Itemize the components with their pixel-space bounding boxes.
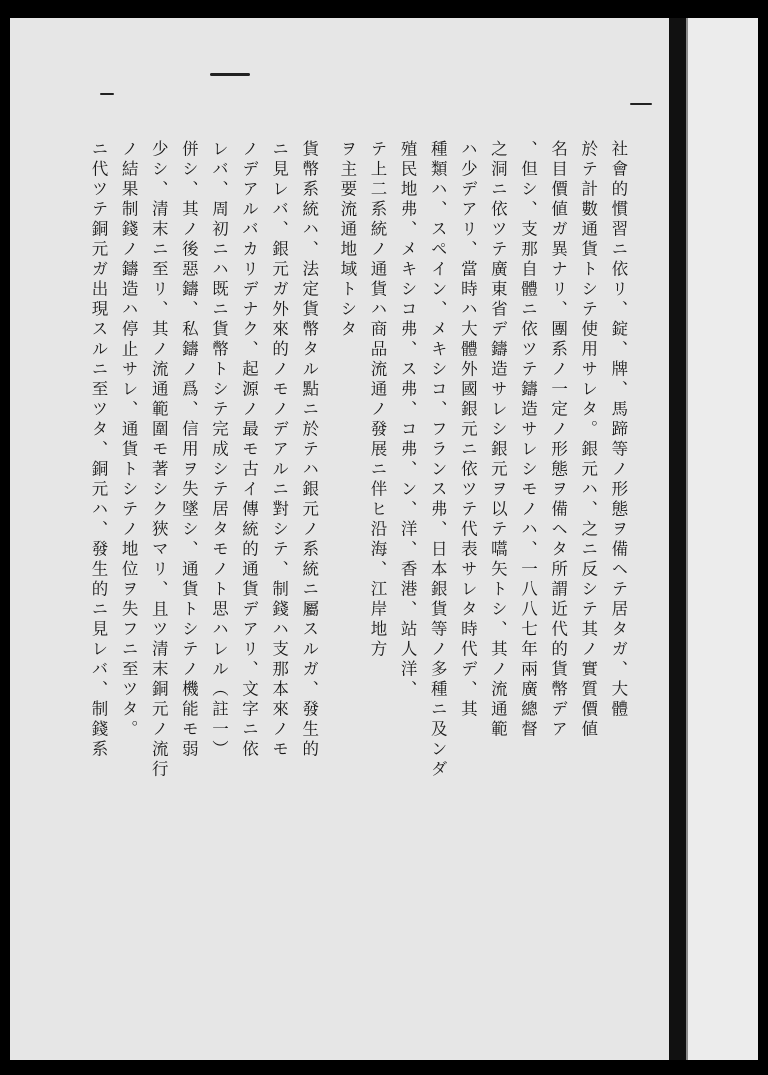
text-column-10: ヲ主要流通地域トシタ <box>337 140 357 340</box>
text-column-12: ニ見レバ、銀元ガ外來的ノモノデアルニ對シテ、制錢ハ支那本來ノモ <box>269 140 289 760</box>
text-column-18: ニ代ツテ銅元ガ出現スルニ至ツタ、銅元ハ、發生的ニ見レバ、制錢系 <box>89 140 108 760</box>
ink-mark <box>630 103 652 105</box>
text-column-8: 殖民地弗、メキシコ弗、ス弗、コ弗、ン、洋、香港、站人洋、 <box>398 140 418 700</box>
text-column-4: 、但シ、支那自體ニ依ツテ鑄造サレシモノハ、一八八七年兩廣總督 <box>518 140 538 740</box>
scanned-spread <box>10 18 758 1060</box>
text-column-15: 併シ、其ノ後惡鑄、私鑄ノ爲、信用ヲ失墜シ、通貨トシテノ機能モ弱 <box>179 140 199 760</box>
text-column-16: 少シ、清末ニ至リ、其ノ流通範圍モ著シク狹マリ、且ツ清末銅元ノ流行 <box>149 140 169 780</box>
text-column-11: 貨幣系統ハ、法定貨幣タル點ニ於テハ銀元ノ系統ニ屬スルガ、發生的 <box>299 140 319 760</box>
ink-mark <box>100 93 114 95</box>
text-column-6: ハ少デアリ、當時ハ大體外國銀元ニ依ツテ代表サレタ時代デ、其 <box>458 140 478 720</box>
text-column-7: 種類ハ、スペイン、メキシコ、フランス弗、日本銀貨等ノ多種ニ及ンダ <box>428 140 448 780</box>
vertical-text-body <box>88 140 628 940</box>
left-page <box>10 18 678 1060</box>
text-column-14: レバ、周初ニハ既ニ貨幣トシテ完成シテ居タモノト思ハレル（註一） <box>209 140 229 760</box>
text-column-2: 於テ計數通貨トシテ使用サレタ。銀元ハ、之ニ反シテ其ノ實質價値 <box>578 140 598 740</box>
text-column-13: ノデアルバカリデナク、起源ノ最モ古イ傳統的通貨デアリ、文字ニ依 <box>239 140 259 760</box>
text-column-17: ノ結果制錢ノ鑄造ハ停止サレ、通貨トシテノ地位ヲ失フニ至ツタ。 <box>119 140 139 740</box>
text-column-3: 名目價値ガ異ナリ、團系ノ一定ノ形態ヲ備ヘタ所謂近代的貨幣デア <box>548 140 568 740</box>
ink-mark <box>210 73 250 76</box>
binding-shadow <box>669 18 686 1060</box>
text-column-1: 社會的慣習ニ依リ、錠、牌、馬蹄等ノ形態ヲ備ヘテ居タガ、大體 <box>608 140 628 720</box>
facing-page-edge <box>688 18 758 1060</box>
text-column-5: 之洞ニ依ツテ廣東省デ鑄造サレシ銀元ヲ以テ嚆矢トシ、其ノ流通範 <box>488 140 508 740</box>
text-column-9: テ上二系統ノ通貨ハ商品流通ノ發展ニ伴ヒ沿海、江岸地方 <box>367 140 387 660</box>
